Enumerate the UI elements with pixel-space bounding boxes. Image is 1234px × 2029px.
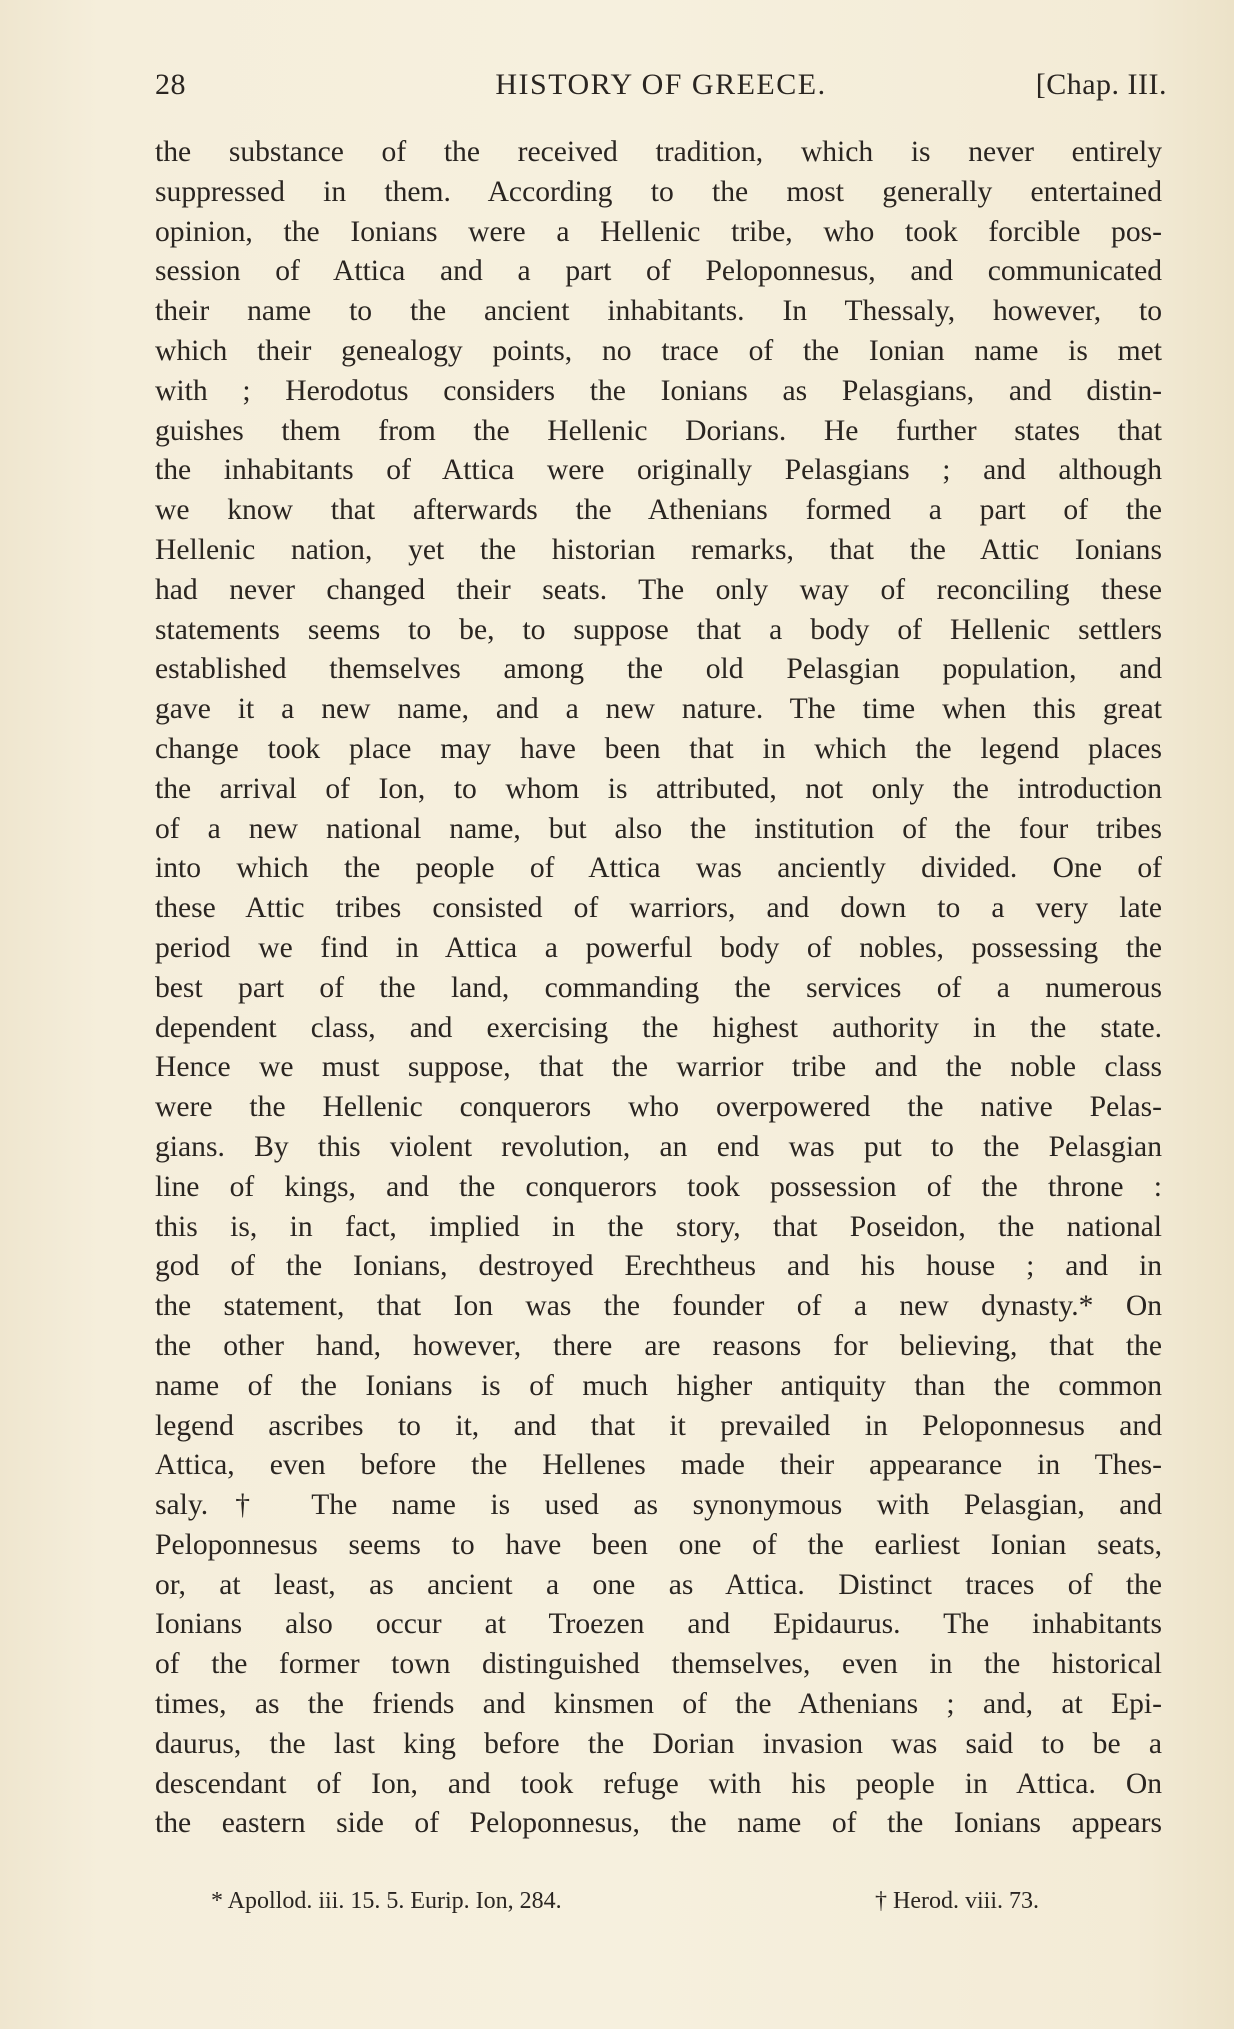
text-line: Ionians also occur at Troezen and Epidaurus. The inhabitants [155, 1608, 1162, 1641]
text-line: Hellenic nation, yet the historian remarks, that the Attic Ionians [155, 533, 1162, 566]
text-line: god of the Ionians, destroyed Erechtheus and his house ; and in [155, 1250, 1162, 1283]
body-text [155, 133, 1162, 1844]
running-title: HISTORY OF GREECE. [495, 68, 827, 101]
text-line: were the Hellenic conquerors who overpowered the native Pelas- [155, 1091, 1162, 1124]
text-line: Peloponnesus seems to have been one of the earliest Ionian seats, [155, 1528, 1162, 1561]
text-line: dependent class, and exercising the highest authority in the state. [155, 1011, 1162, 1044]
page-number: 28 [155, 68, 186, 101]
running-header [155, 68, 1167, 108]
text-line: suppressed in them. According to the most generally entertained [155, 175, 1162, 208]
text-line: their name to the ancient inhabitants. In Thessaly, however, to [155, 295, 1162, 328]
text-line: these Attic tribes consisted of warriors, and down to a very late [155, 892, 1162, 925]
text-line: period we find in Attica a powerful body of nobles, possessing the [155, 931, 1162, 964]
text-line: guishes them from the Hellenic Dorians. He further states that [155, 414, 1162, 447]
text-line: best part of the land, commanding the services of a numerous [155, 971, 1162, 1004]
text-line: of the former town distinguished themselves, even in the historical [155, 1648, 1162, 1681]
text-line: Hence we must suppose, that the warrior tribe and the noble class [155, 1051, 1162, 1084]
text-line: name of the Ionians is of much higher antiquity than the common [155, 1369, 1162, 1402]
text-line: or, at least, as ancient a one as Attica. Distinct traces of the [155, 1568, 1162, 1601]
footnotes [155, 1888, 1167, 1922]
text-line: of a new national name, but also the institution of the four tribes [155, 812, 1162, 845]
text-line: daurus, the last king before the Dorian invasion was said to be a [155, 1727, 1162, 1760]
text-line: times, as the friends and kinsmen of the Athenians ; and, at Epi- [155, 1688, 1162, 1721]
text-line: saly.† The name is used as synonymous with Pelasgian, and [155, 1489, 1162, 1522]
text-line: legend ascribes to it, and that it prevailed in Peloponnesus and [155, 1409, 1162, 1442]
footnote-1: * Apollod. iii. 15. 5. Eurip. Ion, 284. [211, 1888, 562, 1914]
text-line: the substance of the received tradition, which is never entirely [155, 136, 1162, 168]
footnote-2: † Herod. viii. 73. [875, 1888, 1039, 1914]
text-line: had never changed their seats. The only way of reconciling these [155, 573, 1162, 606]
text-line: opinion, the Ionians were a Hellenic tribe, who took forcible pos- [155, 215, 1162, 248]
text-line: the statement, that Ion was the founder of a new dynasty.* On [155, 1290, 1162, 1323]
text-line: Attica, even before the Hellenes made their appearance in Thes- [155, 1449, 1162, 1482]
text-line: gians. By this violent revolution, an end was put to the Pelasgian [155, 1130, 1162, 1163]
text-line: we know that afterwards the Athenians formed a part of the [155, 494, 1162, 527]
text-line: the inhabitants of Attica were originally Pelasgians ; and although [155, 454, 1162, 487]
text-line: the eastern side of Peloponnesus, the name of the Ionians appears [155, 1807, 1162, 1840]
chapter-label: [Chap. III. [1035, 68, 1167, 101]
text-line: the arrival of Ion, to whom is attributed, not only the introduction [155, 772, 1162, 805]
text-line: this is, in fact, implied in the story, that Poseidon, the national [155, 1210, 1162, 1243]
text-line: the other hand, however, there are reasons for believing, that the [155, 1329, 1162, 1362]
text-line: gave it a new name, and a new nature. The time when this great [155, 693, 1162, 726]
text-line: change took place may have been that in which the legend places [155, 732, 1162, 765]
text-line: descendant of Ion, and took refuge with his people in Attica. On [155, 1767, 1162, 1800]
text-line: which their genealogy points, no trace of the Ionian name is met [155, 334, 1162, 367]
text-line: statements seems to be, to suppose that a body of Hellenic settlers [155, 613, 1162, 646]
text-line: with ; Herodotus considers the Ionians as Pelasgians, and distin- [155, 374, 1162, 407]
text-line: established themselves among the old Pelasgian population, and [155, 653, 1162, 686]
text-line: into which the people of Attica was anciently divided. One of [155, 852, 1162, 885]
text-line: session of Attica and a part of Peloponnesus, and communicated [155, 255, 1162, 288]
text-line: line of kings, and the conquerors took possession of the throne : [155, 1170, 1162, 1203]
